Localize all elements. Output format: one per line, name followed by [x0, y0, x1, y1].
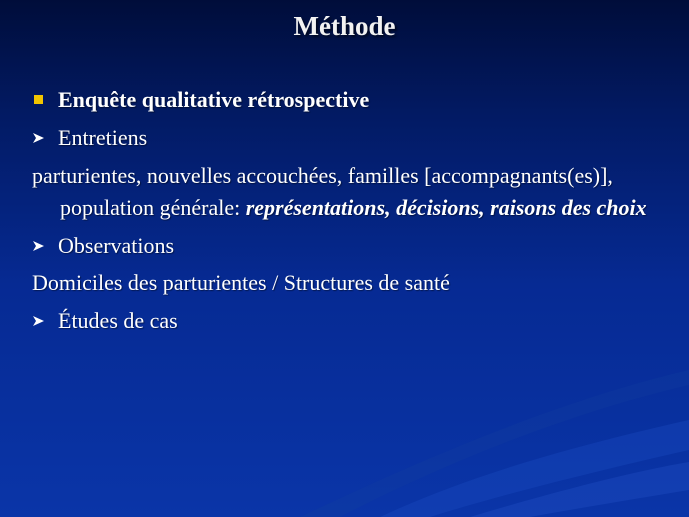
slide-content [32, 84, 662, 343]
list-item-text: Études de cas [58, 308, 178, 334]
list-item-text: Observations [58, 232, 175, 258]
list-item-text: Entretiens [58, 124, 148, 150]
list-item [32, 122, 662, 154]
paragraph [32, 160, 662, 224]
paragraph-emphasis: représentations, décisions, raisons des choix [245, 194, 647, 220]
list-item [32, 305, 662, 337]
paragraph-text: parturientes, nouvelles accouchées, familles [accompagnants(es)], population générale: [32, 162, 613, 220]
paragraph [32, 267, 662, 299]
arrow-bullet-icon [32, 315, 46, 327]
list-item-text: Enquête qualitative rétrospective [58, 87, 370, 112]
square-bullet-icon [34, 95, 43, 104]
slide-title: Méthode [293, 11, 396, 41]
arrow-bullet-icon [32, 132, 46, 144]
list-item [32, 84, 662, 116]
list-item [32, 230, 662, 262]
arrow-bullet-icon [32, 240, 46, 252]
paragraph-text: Domiciles des parturientes / Structures de santé [32, 270, 450, 296]
